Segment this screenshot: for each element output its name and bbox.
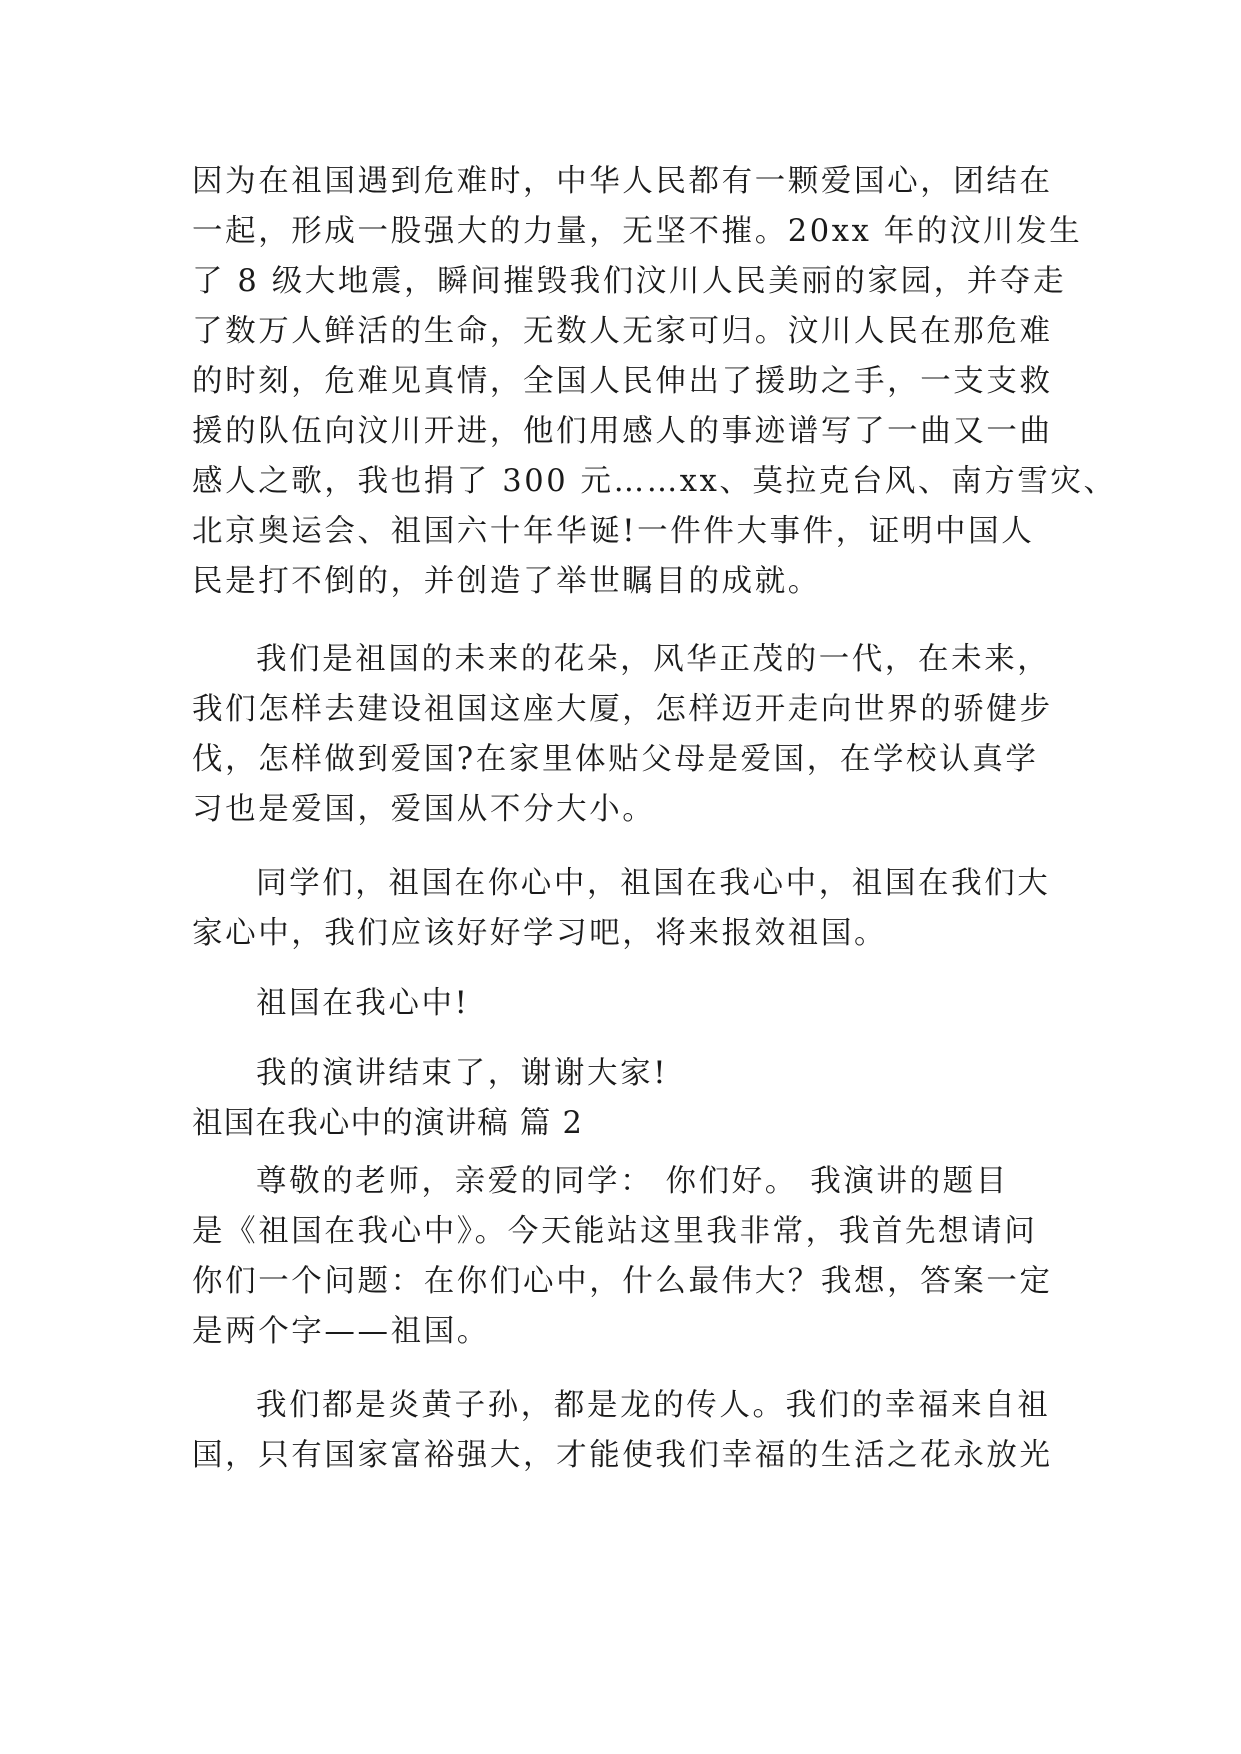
paragraph-line: 伐，怎样做到爱国?在家里体贴父母是爱国，在学校认真学	[192, 742, 1039, 777]
paragraph-line: 习也是爱国，爱国从不分大小。	[192, 792, 656, 827]
paragraph-line: 是两个字——祖国。	[192, 1314, 490, 1349]
paragraph-line: 我们都是炎黄子孙，都是龙的传人。我们的幸福来自祖	[256, 1388, 1051, 1423]
document-body	[192, 157, 1117, 1481]
paragraph-line: 同学们，祖国在你心中，祖国在我心中，祖国在我们大	[256, 866, 1051, 901]
paragraph-line: 是《祖国在我心中》。今天能站这里我非常，我首先想请问	[192, 1214, 1038, 1249]
paragraph-line: 祖国在我心中!	[256, 986, 470, 1021]
section-heading: 祖国在我心中的演讲稿 篇 2	[192, 1106, 584, 1141]
paragraph-line: 你们一个问题：在你们心中，什么最伟大？我想，答案一定	[192, 1264, 1053, 1299]
paragraph-line: 一起，形成一股强大的力量，无坚不摧。20xx 年的汶川发生	[192, 214, 1083, 249]
paragraph-line: 国，只有国家富裕强大，才能使我们幸福的生活之花永放光	[192, 1438, 1053, 1473]
paragraph-line: 了 8 级大地震，瞬间摧毁我们汶川人民美丽的家园，并夺走	[192, 264, 1067, 299]
paragraph-line: 北京奥运会、祖国六十年华诞!一件件大事件，证明中国人	[192, 514, 1035, 549]
paragraph-line: 感人之歌，我也捐了 300 元……xx、莫拉克台风、南方雪灾、	[192, 464, 1117, 499]
paragraph-line: 了数万人鲜活的生命，无数人无家可归。汶川人民在那危难	[192, 314, 1053, 349]
paragraph-line: 尊敬的老师，亲爱的同学： 你们好。 我演讲的题目	[256, 1164, 1009, 1199]
paragraph-line: 我们怎样去建设祖国这座大厦，怎样迈开走向世界的骄健步	[192, 692, 1053, 727]
paragraph-line: 援的队伍向汶川开进，他们用感人的事迹谱写了一曲又一曲	[192, 414, 1053, 449]
paragraph-line: 我们是祖国的未来的花朵，风华正茂的一代，在未来，	[256, 642, 1051, 677]
paragraph-line: 因为在祖国遇到危难时，中华人民都有一颗爱国心，团结在	[192, 164, 1053, 199]
paragraph-line: 家心中，我们应该好好学习吧，将来报效祖国。	[192, 916, 888, 951]
paragraph-line: 的时刻，危难见真情，全国人民伸出了援助之手，一支支救	[192, 364, 1053, 399]
paragraph-line: 我的演讲结束了，谢谢大家!	[256, 1056, 669, 1091]
paragraph-line: 民是打不倒的，并创造了举世瞩目的成就。	[192, 564, 821, 599]
